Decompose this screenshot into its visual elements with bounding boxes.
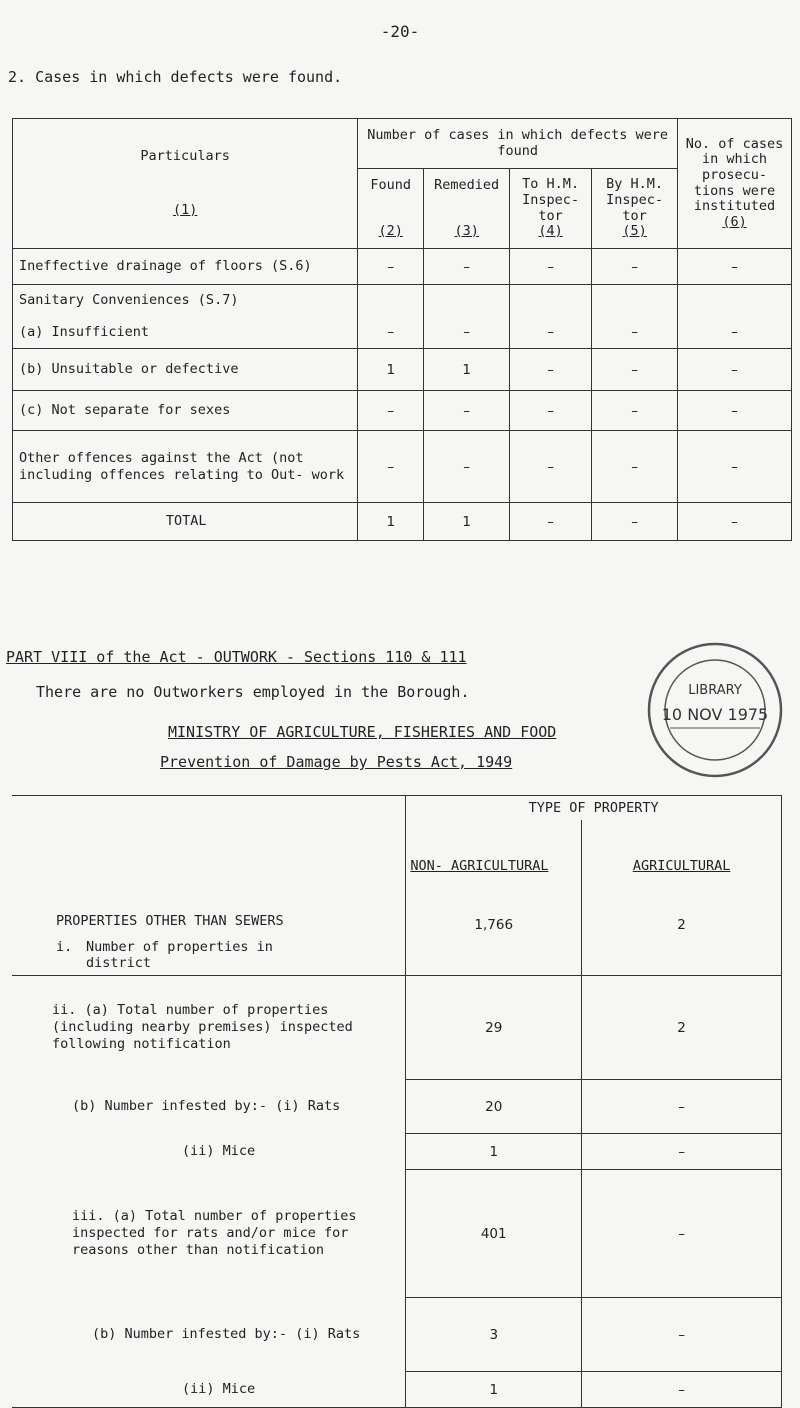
non-agricultural-header: NON- AGRICULTURAL [406,820,582,876]
prosecutions-header-cell [678,119,792,249]
remedied-header: Remedied (3) [424,169,510,249]
particulars-header: Particulars [140,147,230,164]
table-row: i. Number of properties in district [56,939,273,971]
defects-table [12,118,792,541]
section-heading: 2. Cases in which defects were found. [8,68,343,86]
table-row: ii. (a) Total number of properties (including nearby premises) inspected following notification 29 2 [12,976,782,1080]
by-inspector-header: By H.M. Inspec- tor (5) [592,169,678,249]
table-row: (b) Number infested by:- (i) Rats 3 – [12,1298,782,1372]
agricultural-header: AGRICULTURAL [582,820,782,876]
to-inspector-header: To H.M. Inspec- tor (4) [510,169,592,249]
table-row: Other offences against the Act (not including offences relating to Out- work – – – – – [13,431,792,503]
table-row: (b) Unsuitable or defective 1 1 – – – [13,349,792,391]
total-row: TOTAL 1 1 – – – [13,503,792,541]
ministry-heading: MINISTRY OF AGRICULTURE, FISHERIES AND FOOD [168,723,557,741]
particulars-col-number: (1) [172,201,198,218]
part8-title: PART VIII of the Act - OUTWORK - Sections 110 & 111 [6,648,467,666]
table-row: (a) Insufficient – – – – – [13,317,792,349]
library-stamp-icon [640,632,790,792]
stamp-library-text: LIBRARY [688,683,742,698]
pests-act-heading: Prevention of Damage by Pests Act, 1949 [160,753,513,771]
table-row: (ii) Mice 1 – [12,1134,782,1170]
prosecutions-col-number: (6) [722,213,747,230]
stamp-date-text: 10 NOV 1975 [661,705,769,724]
prosecutions-header: No. of cases in which prosecu- tions were instituted [685,135,784,215]
found-header: Found (2) [358,169,424,249]
type-of-property-header: TYPE OF PROPERTY [406,796,782,820]
properties-header-cell: PROPERTIES OTHER THAN SEWERS i. Number of properties in district [12,796,406,976]
table-row: (ii) Mice 1 – [12,1372,782,1408]
table-row: (b) Number infested by:- (i) Rats 20 – [12,1080,782,1134]
table-row: Ineffective drainage of floors (S.6) – – – – – [13,249,792,285]
table-row: Sanitary Conveniences (S.7) [13,285,792,317]
number-of-cases-header: Number of cases in which defects were found [358,119,678,169]
table-row: iii. (a) Total number of properties inspected for rats and/or mice for reasons other than notification 401 – [12,1170,782,1298]
particulars-header-cell [13,119,358,249]
table-row: (c) Not separate for sexes – – – – – [13,391,792,431]
pests-table: PROPERTIES OTHER THAN SEWERS i. Number of properties in district TYPE OF PROPERTY NON- AGRICULTURAL AGRICULTURAL 1,766 2 ii. (a) Total number of properties (including nearby premises) inspected following notification 29 2 (b) Number infested by:- (i) Rats 20 – (ii) Mice 1 – iii. (a) Total number of properties inspected for rats and/or mice for reasons other than notification 401 – (b) Number infested by:- (i) Rats 3 – (ii) Mice 1 – [12,795,782,1408]
page-number: -20- [380,22,420,41]
outworkers-text: There are no Outworkers employed in the Borough. [36,683,470,701]
